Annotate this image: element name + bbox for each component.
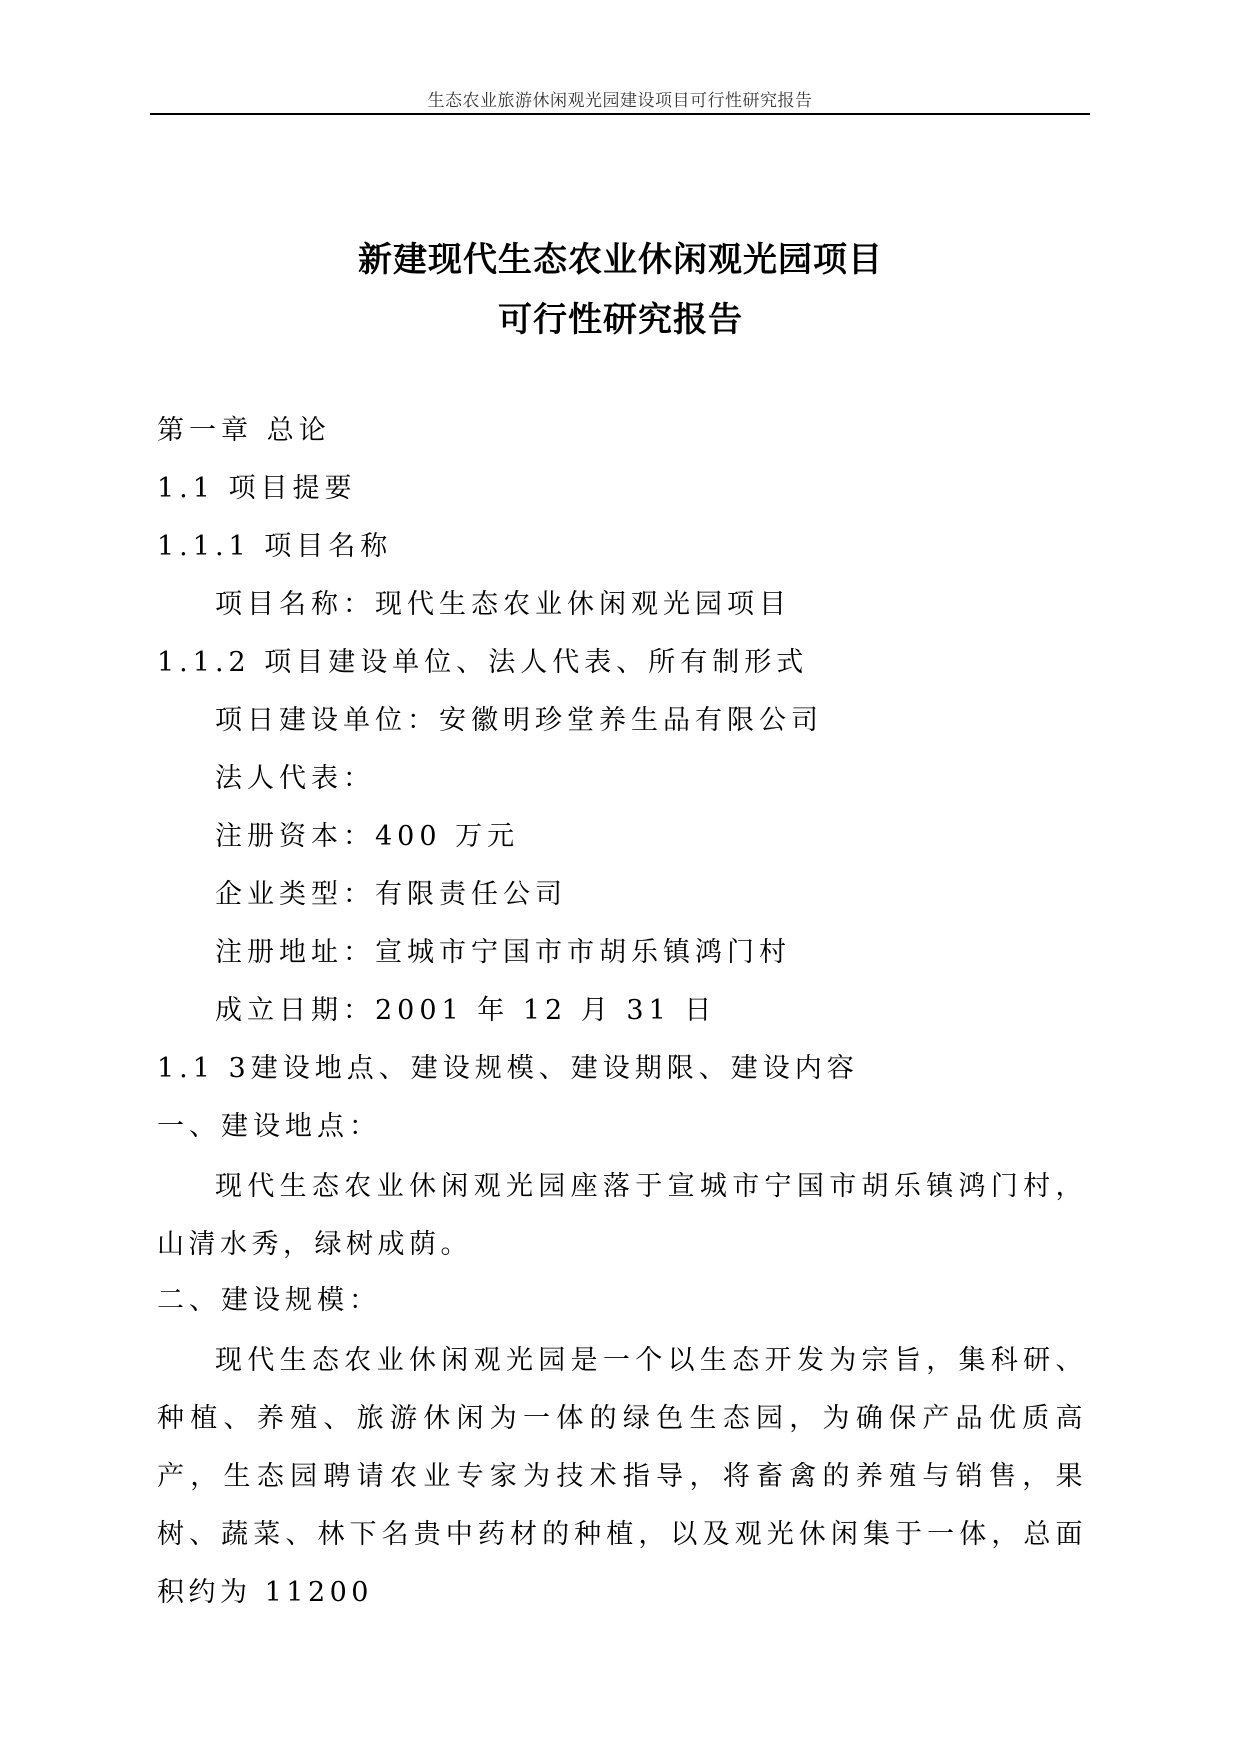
header-rule (150, 113, 1090, 115)
scale-paragraph: 现代生态农业休闲观光园是一个以生态开发为宗旨，集科研、种植、养殖、旅游休闲为一体的绿色生态园，为确保产品优质高产，生态园聘请农业专家为技术指导，将畜禽的养殖与销售，果树、蔬菜、林下名贵中药材的种植，以及观光休闲集于一体，总面积约为 11200 (157, 1345, 1087, 1608)
section-heading-1-1-1: 1.1.1 项目名称 (157, 531, 393, 562)
company-type-line: 企业类型：有限责任公司 (215, 879, 567, 910)
founded-date-line: 成立日期：2001 年 12 月 31 日 (215, 995, 717, 1026)
chapter-heading: 第一章 总论 (157, 415, 331, 446)
document-title-line-2: 可行性研究报告 (498, 300, 743, 340)
document-title-line-1: 新建现代生态农业休闲观光园项目 (358, 240, 883, 280)
site-heading: 一、建设地点： (157, 1111, 381, 1142)
site-paragraph: 现代生态农业休闲观光园座落于宣城市宁国市胡乐镇鸿门村，山清水秀，绿树成荫。 (157, 1171, 1087, 1260)
running-header: 生态农业旅游休闲观光园建设项目可行性研究报告 (427, 91, 813, 111)
registered-address-line: 注册地址：宣城市宁国市市胡乐镇鸿门村 (215, 937, 791, 968)
legal-representative-line: 法人代表： (215, 763, 375, 794)
section-heading-1-1: 1.1 项目提要 (157, 473, 357, 504)
section-heading-1-1-2: 1.1.2 项目建设单位、法人代表、所有制形式 (157, 647, 809, 678)
registered-capital-line: 注册资本：400 万元 (215, 821, 520, 852)
section-heading-1-1-3: 1.1 3建设地点、建设规模、建设期限、建设内容 (157, 1053, 859, 1084)
scale-heading: 二、建设规模： (157, 1285, 381, 1316)
project-name-line: 项目名称：现代生态农业休闲观光园项目 (215, 589, 791, 620)
construction-unit-line: 项日建设单位：安徽明珍堂养生品有限公司 (215, 705, 823, 736)
